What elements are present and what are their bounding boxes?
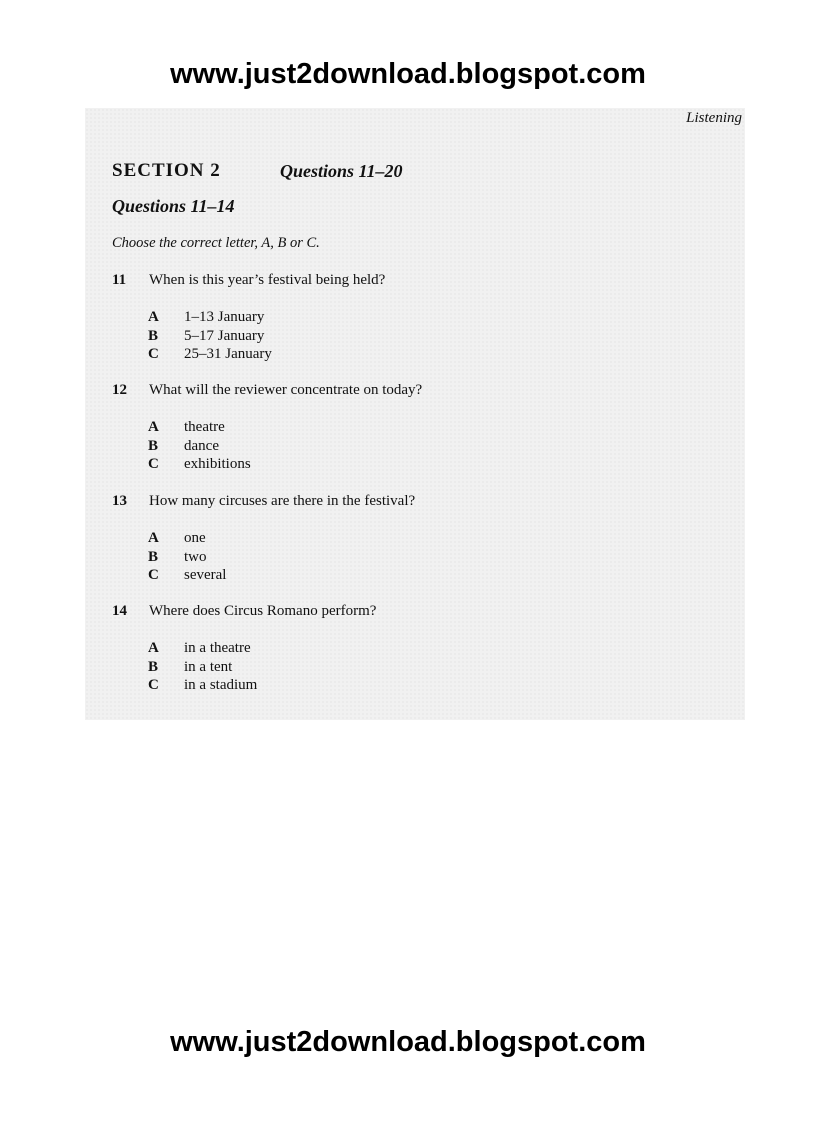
option-letter: C bbox=[148, 567, 159, 583]
question-text: How many circuses are there in the festival? bbox=[149, 493, 416, 509]
option-text: dance bbox=[184, 437, 219, 454]
option-letter: B bbox=[148, 548, 159, 565]
instruction: Choose the correct letter, A, B or C. bbox=[112, 235, 320, 251]
option-letter: A bbox=[148, 640, 159, 656]
option-letter: B bbox=[148, 658, 159, 675]
question-13 bbox=[112, 493, 415, 510]
question-text: When is this year’s festival being held? bbox=[149, 272, 386, 288]
option-14-a bbox=[148, 640, 251, 657]
subsection-title: Questions 11–14 bbox=[112, 196, 235, 216]
option-13-c bbox=[148, 567, 226, 584]
option-14-b bbox=[148, 659, 232, 676]
option-11-b bbox=[148, 328, 264, 345]
page-header: Listening bbox=[686, 110, 742, 126]
option-12-a bbox=[148, 419, 225, 436]
question-text: What will the reviewer concentrate on today? bbox=[149, 382, 423, 398]
option-13-a bbox=[148, 530, 206, 547]
option-11-a bbox=[148, 309, 264, 326]
option-text: several bbox=[184, 567, 227, 583]
option-letter: C bbox=[148, 456, 159, 472]
question-number: 11 bbox=[112, 272, 127, 288]
option-letter: B bbox=[148, 437, 159, 454]
option-11-c bbox=[148, 346, 272, 363]
question-number: 12 bbox=[112, 382, 127, 398]
watermark-top: www.just2download.blogspot.com bbox=[170, 58, 646, 90]
option-14-c bbox=[148, 677, 257, 694]
question-number: 14 bbox=[112, 603, 127, 619]
question-number: 13 bbox=[112, 493, 127, 509]
section-range: Questions 11–20 bbox=[280, 161, 403, 181]
option-letter: C bbox=[148, 346, 159, 362]
question-12 bbox=[112, 382, 422, 399]
option-text: 5–17 January bbox=[184, 327, 265, 344]
option-text: exhibitions bbox=[184, 456, 251, 472]
question-11 bbox=[112, 272, 385, 289]
question-text: Where does Circus Romano perform? bbox=[149, 603, 377, 619]
option-letter: A bbox=[148, 309, 159, 325]
option-12-c bbox=[148, 456, 251, 473]
option-text: two bbox=[184, 548, 207, 565]
option-letter: C bbox=[148, 677, 159, 693]
option-13-b bbox=[148, 549, 207, 566]
option-text: in a stadium bbox=[184, 677, 258, 693]
option-text: 25–31 January bbox=[184, 346, 272, 362]
option-letter: A bbox=[148, 530, 159, 546]
option-text: in a theatre bbox=[184, 640, 251, 656]
option-letter: B bbox=[148, 327, 159, 344]
option-text: one bbox=[184, 530, 206, 546]
option-text: 1–13 January bbox=[184, 309, 265, 325]
option-text: in a tent bbox=[184, 658, 233, 675]
option-12-b bbox=[148, 438, 219, 455]
section-title: SECTION 2 bbox=[112, 160, 221, 181]
scanned-page bbox=[85, 108, 745, 720]
option-letter: A bbox=[148, 419, 159, 435]
question-14 bbox=[112, 603, 376, 620]
watermark-bottom: www.just2download.blogspot.com bbox=[170, 1026, 646, 1058]
option-text: theatre bbox=[184, 419, 225, 435]
